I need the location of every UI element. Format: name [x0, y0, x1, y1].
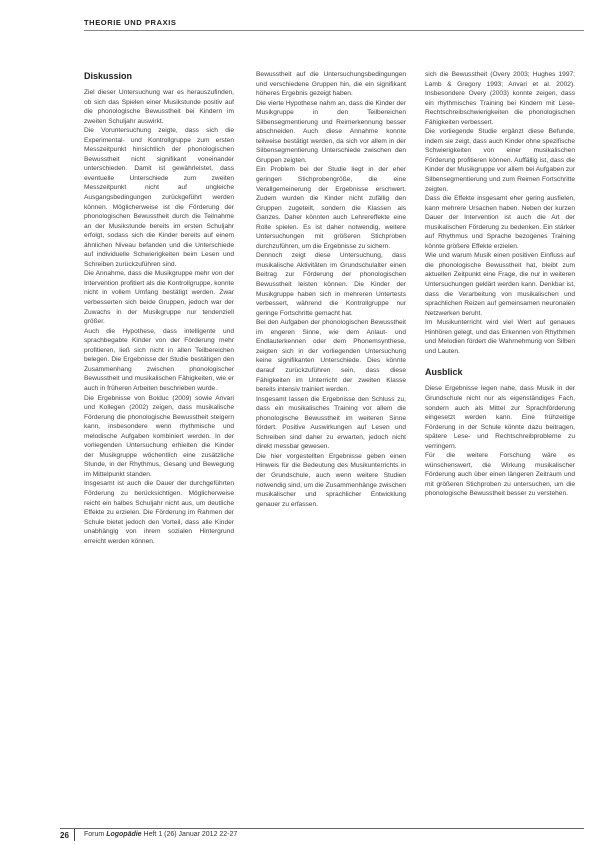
paragraph: sich die Bewusstheit (Overy 2003; Hughes 1997; Lamb & Gregory 1993; Anvari et al. 2002). Insbesondere Overy (2003) konnte zeigen, dass ein rhythmisches Training bei Kindern mit Lese-Rechtschreibschwierigkeiten die phonologischen Fähigkeiten verbessert. — [425, 71, 575, 126]
issue-info: Heft 1 (26) Januar 2012 22-27 — [143, 831, 238, 838]
paragraph: Wie und warum Musik einen positiven Einfluss auf die phonologische Bewusstheit hat, bleibt zum aktuellen Zeitpunkt eine Frage, die nur in weiteren Untersuchungen geklärt werden kann. Denkbar ist, dass die Verarbeitung von musikalischen und sprachlichen Reizen auf gemeinsamen neuronalen Netzwerken beruht. — [425, 252, 575, 317]
paragraph: Die vorliegende Studie ergänzt diese Befunde, indem sie zeigt, dass auch Kinder ohne spezifische Schwierigkeiten von einer musikalischen Förderung profitieren können. Auffällig ist, dass die Kinder der Musikgruppe vor allem bei Aufgaben zur Silbensegmentierung und zum Reimen Fortschritte zeigten. — [425, 128, 575, 193]
paragraph: Im Musikunterricht wird viel Wert auf genaues Hinhören gelegt, und das Erkennen von Rhythmen und Melodien fördert die Wahrnehmung von Silben und Lauten. — [425, 319, 575, 355]
paragraph: Für die weitere Forschung wäre es wünschenswert, die Wirkung musikalischer Förderung auch über einen längeren Zeitraum und mit größeren Stichproben zu untersuchen, um die phonologische Bewusstheit besser zu verstehen. — [425, 452, 575, 498]
heading-diskussion: Diskussion — [84, 71, 133, 81]
paragraph: Die Annahme, dass die Musikgruppe mehr von der Intervention profitiert als die Kontrollgruppe, konnte nicht in vollem Umfang bestätigt werden. Zwar verbesserten sich beide Gruppen, jedoch war der Zuwachs in der Musikgruppe nur tendenziell größer. — [84, 270, 234, 326]
paragraph: Auch die Hypothese, dass intelligente und sprachbegabte Kinder von der Förderung mehr profitieren, ließ sich nicht in allen Teilbereichen belegen. Die Ergebnisse der Studie bestätigen den Zusammenhang zwischen phonologischer Bewusstheit und musikalischen Fähigkeiten, wie er auch in früheren Arbeiten beschrieben wurde. — [84, 327, 234, 392]
paragraph: Dass die Effekte insgesamt eher gering ausfielen, kann mehrere Ursachen haben. Neben der kurzen Dauer der Intervention ist auch die Art der musikalischen Förderung zu bedenken. Ein stärker auf Rhythmus und Sprache bezogenes Training könnte größere Effekte erzielen. — [425, 195, 575, 250]
section-header: THEORIE UND PRAXIS — [84, 18, 177, 27]
header-rule — [84, 30, 584, 31]
column-2 — [256, 70, 406, 805]
paragraph: Die vierte Hypothese nahm an, dass die Kinder der Musikgruppe in den Teilbereichen Silbensegmentierung und Reimerkennung besser abschneiden. Auch diese Annahme konnte teilweise bestätigt werden, da sich vor allem in der Silbensegmentierung Unterschiede zwischen den Gruppen zeigten. — [256, 99, 406, 164]
paragraph: Insgesamt lassen die Ergebnisse den Schluss zu, dass ein musikalisches Training vor allem die phonologische Bewusstheit im weiteren Sinne fördert. Positive Auswirkungen auf Lesen und Schreiben sind daher zu erwarten, jedoch nicht direkt messbar gewesen. — [256, 395, 406, 451]
footer-journal — [84, 831, 237, 838]
heading-ausblick: Ausblick — [425, 367, 463, 378]
page-number: 26 — [60, 831, 69, 840]
paragraph: Diese Ergebnisse legen nahe, dass Musik in der Grundschule nicht nur als eigenständiges Fach, sondern auch als Mittel zur Sprachförderung eingesetzt werden kann. Eine frühzeitige Förderung in der Schule könnte dazu beitragen, spätere Lese- und Rechtschreibprobleme zu verringern. — [425, 385, 575, 450]
paragraph: Bewusstheit auf die Untersuchungsbedingungen und verschiedene Gruppen hin, die ein signifikant höheres Ergebnis gezeigt haben. — [256, 71, 406, 98]
column-3 — [425, 70, 575, 805]
paragraph: Die Voruntersuchung zeigte, dass sich die Experimental- und Kontrollgruppe zum ersten Messzeitpunkt hinsichtlich der phonologischen Bewusstheit nicht signifikant voneinander unterschieden. Damit ist gewährleistet, dass eventuelle Unterschiede zum zweiten Messzeitpunkt nicht auf ungleiche Ausgangsbedingungen zurückgeführt werden können. Möglicherweise ist die Förderung der phonologischen Bewusstheit durch die Teilnahme an der Musikstunde bereits im ersten Schuljahr erfolgt, sodass sich die Kinder bereits auf einem ähnlichen Niveau befanden und die Unterschiede auf individuelle Schwierigkeiten beim Lesen und Schreiben zurückzuführen sind. — [84, 127, 234, 268]
column-1 — [84, 70, 234, 805]
paragraph: Ein Problem bei der Studie liegt in der eher geringen Stichprobengröße, die eine Verallgemeinerung der Ergebnisse erschwert. Zudem wurden die Kinder nicht zufällig den Gruppen zugeteilt, sondern die Klassen als Ganzes. Daher könnten auch Lehrereffekte eine Rolle spielen. Es ist daher notwendig, weitere Untersuchungen mit größeren Stichproben durchzuführen, um die Ergebnisse zu sichern. — [256, 166, 406, 250]
paragraph: Ziel dieser Untersuchung war es herauszufinden, ob sich das Spielen einer Musikstunde positiv auf die phonologische Bewusstheit bei Kindern im zweiten Schuljahr auswirkt. — [84, 89, 234, 125]
journal-prefix: Forum — [84, 831, 105, 838]
paragraph: Dennoch zeigt diese Untersuchung, dass musikalische Aktivitäten im Grundschulalter einen Beitrag zur Förderung der phonologischen Bewusstheit leisten können. Die Kinder der Musikgruppe haben sich in mehreren Untertests verbessert, während die Kontrollgruppe nur geringe Fortschritte gemacht hat. — [256, 252, 406, 317]
paragraph: Die hier vorgestellten Ergebnisse geben einen Hinweis für die Bedeutung des Musikunterrichts in der Grundschule, auch wenn weitere Studien notwendig sind, um die Zusammenhänge zwischen musikalischer und sprachlicher Entwicklung genauer zu erfassen. — [256, 452, 406, 508]
paragraph: Insgesamt ist auch die Dauer der durchgeführten Förderung zu berücksichtigen. Möglicherweise reicht ein halbes Schuljahr nicht aus, um deutliche Effekte zu erzielen. Die Förderung im Rahmen der Schule bietet jedoch den Vorteil, dass alle Kinder unabhängig von ihrem sozialen Hintergrund erreicht werden können. — [84, 480, 234, 545]
footer-rule — [60, 828, 584, 829]
footer-separator — [74, 829, 75, 841]
journal-logo: Logopädie — [106, 831, 142, 838]
paragraph: Bei den Aufgaben der phonologischen Bewusstheit im engeren Sinne, wie dem Anlaut- und Endlauterkennen oder dem Phonemsynthese, zeigten sich in der vorliegenden Untersuchung keine signifikanten Unterschiede. Dies könnte darauf zurückzuführen sein, dass diese Fähigkeiten im Unterricht der zweiten Klasse bereits intensiv trainiert werden. — [256, 319, 406, 394]
paragraph: Die Ergebnisse von Bolduc (2009) sowie Anvari und Kollegen (2002) zeigen, dass musikalische Förderung die phonologische Bewusstheit steigern kann, insbesondere wenn rhythmische und melodische Aufgaben kombiniert werden. In der vorliegenden Untersuchung erhielten die Kinder der Musikgruppe wöchentlich eine zusätzliche Stunde, in der Rhythmus, Gesang und Bewegung im Mittelpunkt standen. — [84, 394, 234, 478]
